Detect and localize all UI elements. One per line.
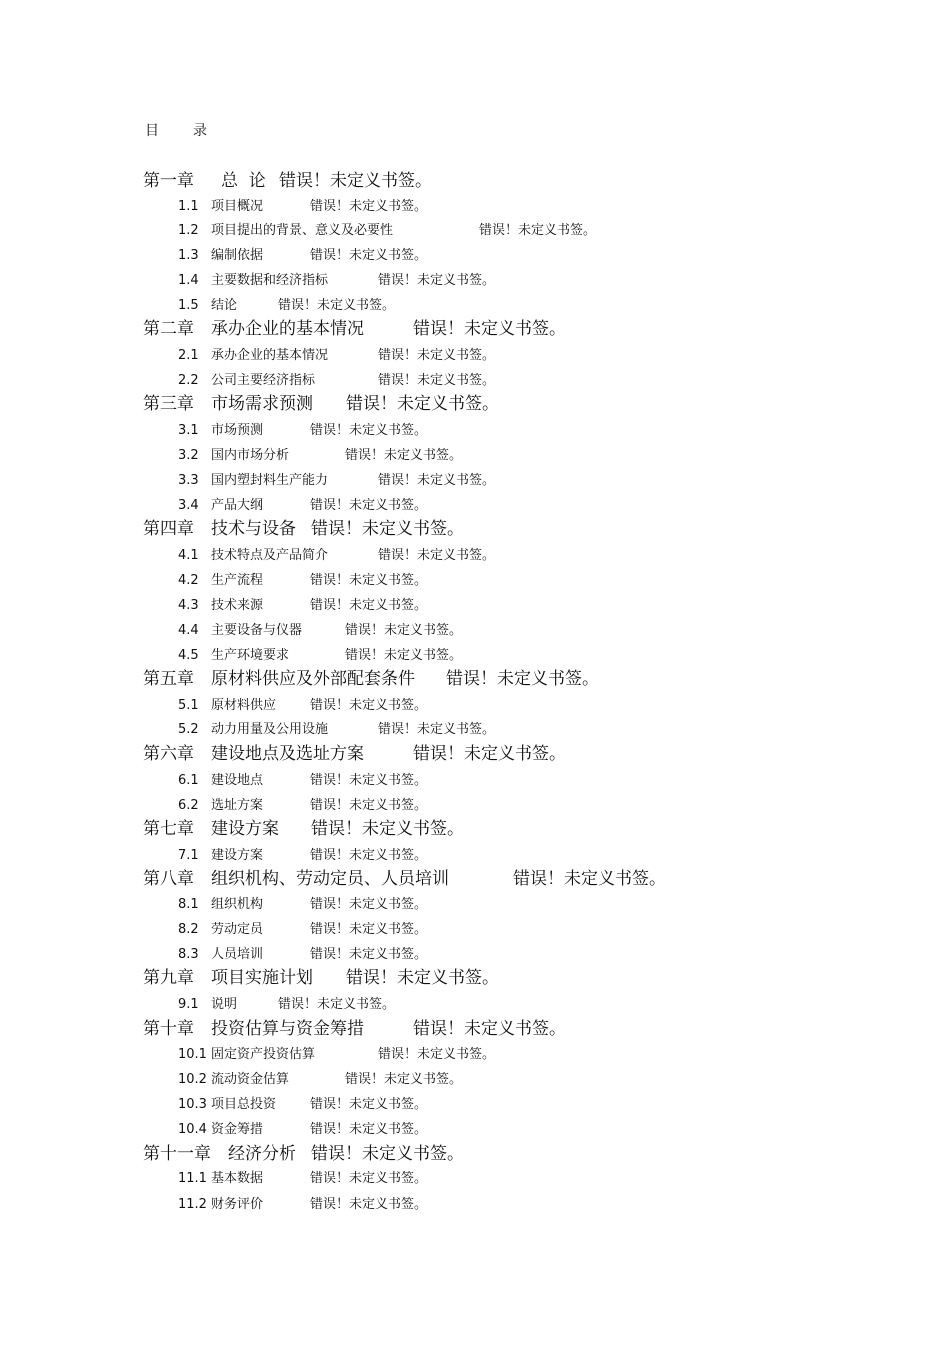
toc-chapter-entry[interactable] xyxy=(143,743,566,765)
section-title: 流动资金估算 xyxy=(211,1072,290,1087)
section-title: 编制依据 xyxy=(211,248,264,263)
error-bookmark-text: 错误！未定义书签。 xyxy=(346,394,499,414)
toc-section-entry[interactable] xyxy=(178,472,496,490)
section-title: 原材料供应 xyxy=(211,698,277,713)
section-title: 说明 xyxy=(211,997,238,1012)
error-bookmark-text: 错误！未定义书签。 xyxy=(310,897,428,912)
toc-section-entry[interactable] xyxy=(178,721,496,739)
toc-section-entry[interactable] xyxy=(178,996,396,1014)
error-bookmark-text: 错误！未定义书签。 xyxy=(378,348,496,363)
section-number: 1.4 xyxy=(178,273,199,288)
section-number: 4.2 xyxy=(178,573,199,588)
error-bookmark-text: 错误！未定义书签。 xyxy=(310,498,428,513)
chapter-label: 第三章 xyxy=(143,394,194,414)
error-bookmark-text: 错误！未定义书签。 xyxy=(310,773,428,788)
toc-title-char-2: 录 xyxy=(193,123,207,139)
toc-section-entry[interactable] xyxy=(178,1096,428,1114)
toc-section-entry[interactable] xyxy=(178,697,428,715)
error-bookmark-text: 错误！未定义书签。 xyxy=(278,298,396,313)
section-number: 2.2 xyxy=(178,373,199,388)
section-number: 8.2 xyxy=(178,922,199,937)
error-bookmark-text: 错误！未定义书签。 xyxy=(310,798,428,813)
section-number: 4.1 xyxy=(178,548,199,563)
chapter-title: 建设方案 xyxy=(211,819,279,839)
chapter-title: 市场需求预测 xyxy=(211,394,313,414)
chapter-title: 原材料供应及外部配套条件 xyxy=(211,669,415,689)
error-bookmark-text: 错误！未定义书签。 xyxy=(345,623,463,638)
section-number: 10.1 xyxy=(178,1047,207,1062)
section-title: 基本数据 xyxy=(211,1171,264,1186)
section-title: 建设方案 xyxy=(211,848,264,863)
section-number: 9.1 xyxy=(178,997,199,1012)
error-bookmark-text: 错误！未定义书签。 xyxy=(378,473,496,488)
section-number: 3.2 xyxy=(178,448,199,463)
chapter-title: 项目实施计划 xyxy=(211,968,313,988)
section-title: 产品大纲 xyxy=(211,498,264,513)
toc-title xyxy=(145,120,207,140)
section-title: 项目提出的背景、意义及必要性 xyxy=(211,223,394,238)
chapter-title: 经济分析 xyxy=(228,1144,296,1164)
section-title: 资金筹措 xyxy=(211,1122,264,1137)
section-title: 生产流程 xyxy=(211,573,264,588)
section-number: 5.1 xyxy=(178,698,199,713)
chapter-title: 总 论 xyxy=(221,171,266,191)
toc-section-entry[interactable] xyxy=(178,622,463,640)
section-title: 生产环境要求 xyxy=(211,648,290,663)
error-bookmark-text: 错误！未定义书签。 xyxy=(279,171,432,191)
error-bookmark-text: 错误！未定义书签。 xyxy=(278,997,396,1012)
section-title: 结论 xyxy=(211,298,238,313)
error-bookmark-text: 错误！未定义书签。 xyxy=(310,1197,428,1212)
section-title: 财务评价 xyxy=(211,1197,264,1212)
toc-section-entry[interactable] xyxy=(178,921,428,939)
section-number: 1.5 xyxy=(178,298,199,313)
toc-section-entry[interactable] xyxy=(178,1046,496,1064)
section-number: 1.3 xyxy=(178,248,199,263)
error-bookmark-text: 错误！未定义书签。 xyxy=(378,1047,496,1062)
chapter-label: 第一章 xyxy=(143,171,194,191)
toc-section-entry[interactable] xyxy=(178,1121,428,1139)
error-bookmark-text: 错误！未定义书签。 xyxy=(310,573,428,588)
section-number: 11.2 xyxy=(178,1197,207,1212)
error-bookmark-text: 错误！未定义书签。 xyxy=(513,869,666,889)
error-bookmark-text: 错误！未定义书签。 xyxy=(310,947,428,962)
error-bookmark-text: 错误！未定义书签。 xyxy=(310,199,428,214)
section-title: 人员培训 xyxy=(211,947,264,962)
section-title: 承办企业的基本情况 xyxy=(211,348,329,363)
toc-section-entry[interactable] xyxy=(178,1071,463,1089)
error-bookmark-text: 错误！未定义书签。 xyxy=(345,648,463,663)
chapter-label: 第二章 xyxy=(143,319,194,339)
section-title: 技术特点及产品简介 xyxy=(211,548,329,563)
chapter-title: 组织机构、劳动定员、人员培训 xyxy=(211,869,449,889)
toc-section-entry[interactable] xyxy=(178,896,428,914)
toc-chapter-entry[interactable] xyxy=(143,818,464,840)
error-bookmark-text: 错误！未定义书签。 xyxy=(311,1144,464,1164)
error-bookmark-text: 错误！未定义书签。 xyxy=(479,223,597,238)
error-bookmark-text: 错误！未定义书签。 xyxy=(378,373,496,388)
error-bookmark-text: 错误！未定义书签。 xyxy=(310,698,428,713)
chapter-label: 第七章 xyxy=(143,819,194,839)
toc-section-entry[interactable] xyxy=(178,1170,428,1188)
section-title: 劳动定员 xyxy=(211,922,264,937)
section-title: 项目概况 xyxy=(211,199,264,214)
toc-chapter-entry[interactable] xyxy=(143,170,432,192)
error-bookmark-text: 错误！未定义书签。 xyxy=(310,423,428,438)
error-bookmark-text: 错误！未定义书签。 xyxy=(310,1171,428,1186)
error-bookmark-text: 错误！未定义书签。 xyxy=(310,922,428,937)
section-number: 3.1 xyxy=(178,423,199,438)
toc-section-entry[interactable] xyxy=(178,247,428,265)
section-number: 3.4 xyxy=(178,498,199,513)
error-bookmark-text: 错误！未定义书签。 xyxy=(378,722,496,737)
error-bookmark-text: 错误！未定义书签。 xyxy=(378,548,496,563)
section-number: 10.2 xyxy=(178,1072,207,1087)
error-bookmark-text: 错误！未定义书签。 xyxy=(310,848,428,863)
section-title: 国内塑封料生产能力 xyxy=(211,473,329,488)
toc-section-entry[interactable] xyxy=(178,847,428,865)
toc-section-entry[interactable] xyxy=(178,272,496,290)
chapter-title: 技术与设备 xyxy=(211,519,296,539)
section-number: 10.4 xyxy=(178,1122,207,1137)
toc-chapter-entry[interactable] xyxy=(143,1018,566,1040)
section-title: 组织机构 xyxy=(211,897,264,912)
section-title: 建设地点 xyxy=(211,773,264,788)
toc-section-entry[interactable] xyxy=(178,572,428,590)
section-number: 8.3 xyxy=(178,947,199,962)
toc-chapter-entry[interactable] xyxy=(143,393,499,415)
chapter-label: 第四章 xyxy=(143,519,194,539)
section-title: 技术来源 xyxy=(211,598,264,613)
chapter-title: 建设地点及选址方案 xyxy=(211,744,364,764)
section-title: 主要设备与仪器 xyxy=(211,623,303,638)
toc-section-entry[interactable] xyxy=(178,497,428,515)
error-bookmark-text: 错误！未定义书签。 xyxy=(413,1019,566,1039)
toc-section-entry[interactable] xyxy=(178,547,496,565)
error-bookmark-text: 错误！未定义书签。 xyxy=(413,744,566,764)
chapter-label: 第九章 xyxy=(143,968,194,988)
error-bookmark-text: 错误！未定义书签。 xyxy=(310,248,428,263)
toc-section-entry[interactable] xyxy=(178,347,496,365)
section-number: 4.4 xyxy=(178,623,199,638)
chapter-label: 第十一章 xyxy=(143,1144,211,1164)
section-title: 固定资产投资估算 xyxy=(211,1047,316,1062)
section-number: 3.3 xyxy=(178,473,199,488)
toc-chapter-entry[interactable] xyxy=(143,668,599,690)
toc-chapter-entry[interactable] xyxy=(143,518,464,540)
error-bookmark-text: 错误！未定义书签。 xyxy=(345,1072,463,1087)
section-number: 6.2 xyxy=(178,798,199,813)
error-bookmark-text: 错误！未定义书签。 xyxy=(413,319,566,339)
chapter-label: 第十章 xyxy=(143,1019,194,1039)
section-title: 动力用量及公用设施 xyxy=(211,722,329,737)
chapter-label: 第五章 xyxy=(143,669,194,689)
error-bookmark-text: 错误！未定义书签。 xyxy=(310,1097,428,1112)
section-title: 选址方案 xyxy=(211,798,264,813)
section-title: 项目总投资 xyxy=(211,1097,277,1112)
chapter-title: 投资估算与资金筹措 xyxy=(211,1019,364,1039)
toc-section-entry[interactable] xyxy=(178,772,428,790)
section-number: 1.1 xyxy=(178,199,199,214)
section-title: 市场预测 xyxy=(211,423,264,438)
toc-chapter-entry[interactable] xyxy=(143,1143,464,1165)
toc-section-entry[interactable] xyxy=(178,297,396,315)
toc-section-entry[interactable] xyxy=(178,597,428,615)
section-title: 公司主要经济指标 xyxy=(211,373,316,388)
toc-chapter-entry[interactable] xyxy=(143,868,666,890)
section-number: 5.2 xyxy=(178,722,199,737)
toc-chapter-entry[interactable] xyxy=(143,318,566,340)
error-bookmark-text: 错误！未定义书签。 xyxy=(345,448,463,463)
section-number: 2.1 xyxy=(178,348,199,363)
section-number: 1.2 xyxy=(178,223,199,238)
chapter-label: 第六章 xyxy=(143,744,194,764)
chapter-label: 第八章 xyxy=(143,869,194,889)
toc-section-entry[interactable] xyxy=(178,797,428,815)
error-bookmark-text: 错误！未定义书签。 xyxy=(311,819,464,839)
toc-section-entry[interactable] xyxy=(178,1196,428,1214)
toc-section-entry[interactable] xyxy=(178,422,428,440)
section-title: 主要数据和经济指标 xyxy=(211,273,329,288)
section-number: 7.1 xyxy=(178,848,199,863)
error-bookmark-text: 错误！未定义书签。 xyxy=(310,598,428,613)
section-number: 11.1 xyxy=(178,1171,207,1186)
chapter-title: 承办企业的基本情况 xyxy=(211,319,364,339)
section-number: 8.1 xyxy=(178,897,199,912)
toc-title-char-1: 目 xyxy=(145,123,159,139)
error-bookmark-text: 错误！未定义书签。 xyxy=(310,1122,428,1137)
error-bookmark-text: 错误！未定义书签。 xyxy=(311,519,464,539)
error-bookmark-text: 错误！未定义书签。 xyxy=(446,669,599,689)
section-number: 10.3 xyxy=(178,1097,207,1112)
toc-section-entry[interactable] xyxy=(178,222,597,240)
toc-section-entry[interactable] xyxy=(178,946,428,964)
error-bookmark-text: 错误！未定义书签。 xyxy=(378,273,496,288)
toc-section-entry[interactable] xyxy=(178,198,428,216)
section-number: 4.3 xyxy=(178,598,199,613)
toc-section-entry[interactable] xyxy=(178,447,463,465)
toc-section-entry[interactable] xyxy=(178,647,463,665)
toc-chapter-entry[interactable] xyxy=(143,967,499,989)
section-title: 国内市场分析 xyxy=(211,448,290,463)
section-number: 6.1 xyxy=(178,773,199,788)
error-bookmark-text: 错误！未定义书签。 xyxy=(346,968,499,988)
section-number: 4.5 xyxy=(178,648,199,663)
toc-section-entry[interactable] xyxy=(178,372,496,390)
